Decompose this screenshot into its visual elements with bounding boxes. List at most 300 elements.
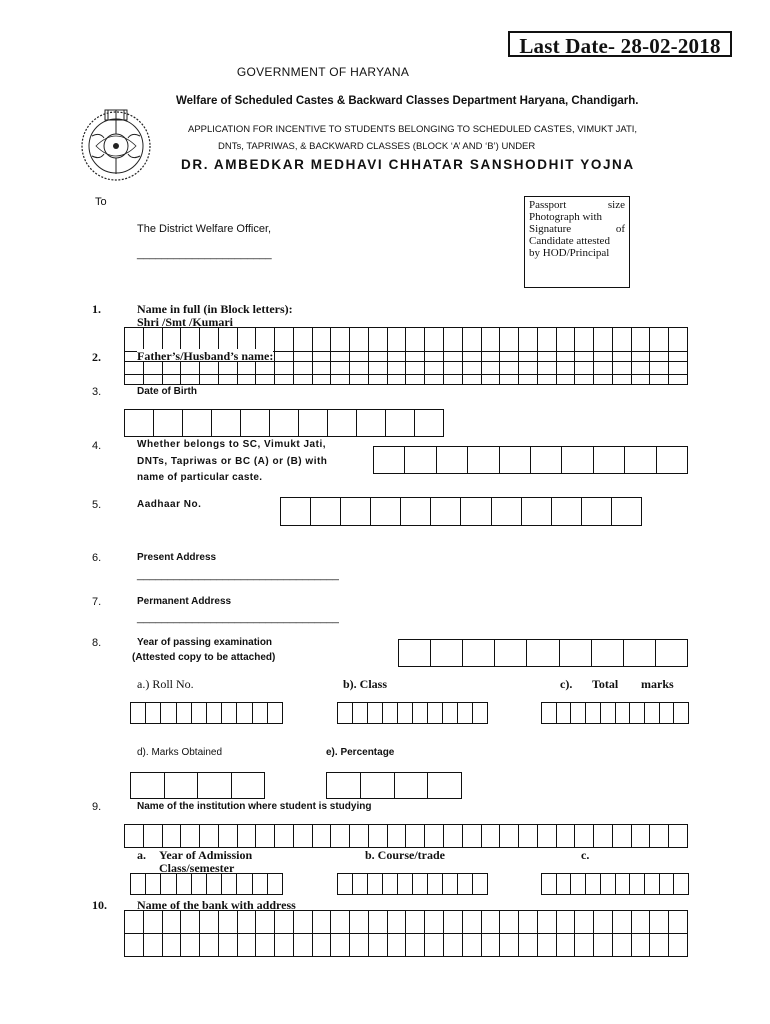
input-box[interactable] bbox=[219, 934, 238, 956]
input-box[interactable] bbox=[311, 498, 341, 525]
input-box[interactable] bbox=[613, 934, 632, 956]
input-box[interactable] bbox=[146, 703, 161, 723]
input-box[interactable] bbox=[482, 362, 501, 384]
government-title: GOVERNMENT OF HARYANA bbox=[236, 65, 410, 79]
present-address-line[interactable]: _________________________________ bbox=[137, 569, 339, 581]
input-box[interactable] bbox=[538, 825, 557, 847]
input-box[interactable] bbox=[369, 825, 388, 847]
input-box[interactable] bbox=[538, 328, 557, 351]
input-box[interactable] bbox=[463, 825, 482, 847]
input-box[interactable] bbox=[313, 328, 332, 351]
input-box[interactable] bbox=[131, 874, 146, 894]
input-box[interactable] bbox=[557, 703, 572, 723]
input-box[interactable] bbox=[428, 874, 443, 894]
input-box[interactable] bbox=[425, 362, 444, 384]
input-box[interactable] bbox=[144, 911, 163, 933]
input-box[interactable] bbox=[482, 328, 501, 351]
input-box[interactable] bbox=[463, 362, 482, 384]
input-box[interactable] bbox=[674, 874, 688, 894]
input-box[interactable] bbox=[557, 825, 576, 847]
input-box[interactable] bbox=[650, 825, 669, 847]
input-box[interactable] bbox=[425, 825, 444, 847]
input-box[interactable] bbox=[374, 447, 405, 473]
input-box[interactable] bbox=[353, 874, 368, 894]
input-box[interactable] bbox=[495, 640, 527, 666]
field-5-number: 5. bbox=[92, 499, 102, 511]
input-box[interactable] bbox=[592, 640, 624, 666]
input-box[interactable] bbox=[660, 874, 675, 894]
input-box[interactable] bbox=[444, 911, 463, 933]
input-box[interactable] bbox=[594, 934, 613, 956]
input-box[interactable] bbox=[388, 362, 407, 384]
input-box[interactable] bbox=[425, 911, 444, 933]
marks-label: marks bbox=[641, 677, 674, 691]
input-box[interactable] bbox=[586, 703, 601, 723]
input-box[interactable] bbox=[388, 825, 407, 847]
input-box[interactable] bbox=[612, 498, 641, 525]
input-box[interactable] bbox=[256, 328, 275, 351]
input-box[interactable] bbox=[338, 874, 353, 894]
input-box[interactable] bbox=[500, 447, 531, 473]
input-box[interactable] bbox=[268, 703, 282, 723]
field-10-number: 10. bbox=[92, 898, 107, 912]
input-box[interactable] bbox=[500, 911, 519, 933]
input-box[interactable] bbox=[200, 825, 219, 847]
input-box[interactable] bbox=[632, 825, 651, 847]
officer-label: The District Welfare Officer, bbox=[137, 223, 272, 235]
input-box[interactable] bbox=[125, 911, 144, 933]
input-box[interactable] bbox=[369, 911, 388, 933]
input-box[interactable] bbox=[338, 703, 353, 723]
input-box[interactable] bbox=[575, 934, 594, 956]
input-box[interactable] bbox=[238, 934, 257, 956]
input-box[interactable] bbox=[669, 362, 687, 384]
input-box[interactable] bbox=[613, 362, 632, 384]
input-box[interactable] bbox=[586, 874, 601, 894]
input-box[interactable] bbox=[557, 934, 576, 956]
input-box[interactable] bbox=[313, 362, 332, 384]
input-box[interactable] bbox=[656, 640, 687, 666]
input-box[interactable] bbox=[256, 911, 275, 933]
input-box[interactable] bbox=[650, 362, 669, 384]
input-box[interactable] bbox=[575, 825, 594, 847]
input-box[interactable] bbox=[200, 911, 219, 933]
input-box[interactable] bbox=[383, 703, 398, 723]
input-box[interactable] bbox=[181, 911, 200, 933]
input-box[interactable] bbox=[125, 328, 144, 351]
input-box[interactable] bbox=[542, 703, 557, 723]
input-box[interactable] bbox=[212, 410, 241, 436]
input-box[interactable] bbox=[238, 825, 257, 847]
input-box[interactable] bbox=[650, 911, 669, 933]
input-box[interactable] bbox=[406, 362, 425, 384]
input-box[interactable] bbox=[331, 934, 350, 956]
input-box[interactable] bbox=[415, 410, 443, 436]
input-box[interactable] bbox=[350, 934, 369, 956]
input-box[interactable] bbox=[500, 825, 519, 847]
input-box[interactable] bbox=[331, 362, 350, 384]
input-box[interactable] bbox=[353, 703, 368, 723]
input-box[interactable] bbox=[405, 447, 436, 473]
input-box[interactable] bbox=[443, 703, 458, 723]
input-box[interactable] bbox=[482, 911, 501, 933]
input-box[interactable] bbox=[444, 362, 463, 384]
input-box[interactable] bbox=[630, 874, 645, 894]
input-box[interactable] bbox=[473, 874, 487, 894]
input-box[interactable] bbox=[313, 934, 332, 956]
percentage-grid[interactable] bbox=[326, 772, 462, 799]
input-box[interactable] bbox=[275, 934, 294, 956]
input-box[interactable] bbox=[350, 362, 369, 384]
input-box[interactable] bbox=[552, 498, 582, 525]
input-box[interactable] bbox=[200, 328, 219, 351]
field-2-label: Father’s/Husband’s name: bbox=[137, 349, 274, 363]
input-box[interactable] bbox=[482, 825, 501, 847]
input-box[interactable] bbox=[674, 703, 688, 723]
input-box[interactable] bbox=[594, 328, 613, 351]
input-box[interactable] bbox=[519, 328, 538, 351]
field-4-label-2: DNTs, Tapriwas or BC (A) or (B) with bbox=[137, 456, 328, 467]
input-box[interactable] bbox=[632, 328, 651, 351]
input-box[interactable] bbox=[383, 874, 398, 894]
input-box[interactable] bbox=[388, 328, 407, 351]
input-box[interactable] bbox=[657, 447, 687, 473]
input-box[interactable] bbox=[406, 328, 425, 351]
input-box[interactable] bbox=[538, 934, 557, 956]
course-trade-label: b. Course/trade bbox=[365, 848, 445, 862]
input-box[interactable] bbox=[401, 498, 431, 525]
input-box[interactable] bbox=[368, 703, 383, 723]
input-box[interactable] bbox=[161, 703, 176, 723]
input-box[interactable] bbox=[361, 773, 395, 798]
input-box[interactable] bbox=[625, 447, 656, 473]
input-box[interactable] bbox=[500, 934, 519, 956]
input-box[interactable] bbox=[144, 362, 163, 384]
input-box[interactable] bbox=[341, 498, 371, 525]
input-box[interactable] bbox=[431, 498, 461, 525]
input-box[interactable] bbox=[219, 328, 238, 351]
input-box[interactable] bbox=[275, 911, 294, 933]
input-box[interactable] bbox=[594, 447, 625, 473]
input-box[interactable] bbox=[331, 328, 350, 351]
input-box[interactable] bbox=[406, 825, 425, 847]
input-box[interactable] bbox=[425, 934, 444, 956]
input-box[interactable] bbox=[183, 410, 212, 436]
input-box[interactable] bbox=[519, 362, 538, 384]
input-box[interactable] bbox=[560, 640, 592, 666]
input-box[interactable] bbox=[437, 447, 468, 473]
input-box[interactable] bbox=[144, 328, 163, 351]
input-box[interactable] bbox=[395, 773, 429, 798]
input-box[interactable] bbox=[557, 362, 576, 384]
permanent-address-line[interactable]: _________________________________ bbox=[137, 612, 339, 624]
year-admission-label: Year of Admission bbox=[159, 848, 253, 862]
input-box[interactable] bbox=[650, 328, 669, 351]
input-box[interactable] bbox=[294, 911, 313, 933]
caste-grid[interactable] bbox=[373, 446, 688, 474]
input-box[interactable] bbox=[616, 703, 631, 723]
input-box[interactable] bbox=[237, 874, 252, 894]
input-box[interactable] bbox=[645, 874, 660, 894]
input-box[interactable] bbox=[313, 911, 332, 933]
input-box[interactable] bbox=[181, 328, 200, 351]
input-box[interactable] bbox=[582, 498, 612, 525]
input-box[interactable] bbox=[313, 825, 332, 847]
input-box[interactable] bbox=[241, 410, 270, 436]
input-box[interactable] bbox=[557, 874, 572, 894]
input-box[interactable] bbox=[660, 703, 675, 723]
input-box[interactable] bbox=[463, 328, 482, 351]
input-box[interactable] bbox=[388, 934, 407, 956]
input-box[interactable] bbox=[413, 703, 428, 723]
input-box[interactable] bbox=[386, 410, 415, 436]
input-box[interactable] bbox=[492, 498, 522, 525]
input-box[interactable] bbox=[398, 874, 413, 894]
input-box[interactable] bbox=[331, 911, 350, 933]
input-box[interactable] bbox=[328, 410, 357, 436]
input-box[interactable] bbox=[527, 640, 559, 666]
application-line-2: DNTs, TAPRIWAS, & BACKWARD CLASSES (BLOCK ‘A’ AND ‘B’) UNDER bbox=[218, 141, 536, 152]
input-box[interactable] bbox=[632, 934, 651, 956]
input-box[interactable] bbox=[163, 328, 182, 351]
input-box[interactable] bbox=[207, 703, 222, 723]
input-box[interactable] bbox=[557, 328, 576, 351]
input-box[interactable] bbox=[253, 703, 268, 723]
input-box[interactable] bbox=[294, 362, 313, 384]
input-box[interactable] bbox=[281, 498, 311, 525]
input-box[interactable] bbox=[519, 934, 538, 956]
bank-grid[interactable] bbox=[124, 910, 688, 957]
input-box[interactable] bbox=[624, 640, 656, 666]
input-box[interactable] bbox=[165, 773, 199, 798]
input-box[interactable] bbox=[650, 934, 669, 956]
input-box[interactable] bbox=[406, 934, 425, 956]
last-date-box: Last Date- 28-02-2018 bbox=[508, 31, 732, 57]
input-box[interactable] bbox=[163, 362, 182, 384]
input-box[interactable] bbox=[463, 934, 482, 956]
input-box[interactable] bbox=[594, 825, 613, 847]
input-box[interactable] bbox=[458, 874, 473, 894]
input-box[interactable] bbox=[632, 362, 651, 384]
input-box[interactable] bbox=[571, 874, 586, 894]
input-box[interactable] bbox=[616, 874, 631, 894]
input-box[interactable] bbox=[601, 874, 616, 894]
input-box[interactable] bbox=[256, 825, 275, 847]
input-box[interactable] bbox=[253, 874, 268, 894]
input-box[interactable] bbox=[632, 911, 651, 933]
input-box[interactable] bbox=[238, 911, 257, 933]
input-box[interactable] bbox=[198, 773, 232, 798]
input-box[interactable] bbox=[444, 825, 463, 847]
input-box[interactable] bbox=[431, 640, 463, 666]
input-box[interactable] bbox=[468, 447, 499, 473]
input-box[interactable] bbox=[428, 773, 461, 798]
input-box[interactable] bbox=[331, 825, 350, 847]
input-box[interactable] bbox=[428, 703, 443, 723]
input-box[interactable] bbox=[669, 328, 687, 351]
input-box[interactable] bbox=[238, 362, 257, 384]
field-8-label-1: Year of passing examination bbox=[137, 637, 273, 648]
dob-grid[interactable] bbox=[124, 409, 444, 437]
input-box[interactable] bbox=[613, 328, 632, 351]
marks-obtained-grid[interactable] bbox=[130, 772, 265, 799]
input-box[interactable] bbox=[299, 410, 328, 436]
input-box[interactable] bbox=[125, 934, 144, 956]
input-box[interactable] bbox=[531, 447, 562, 473]
input-box[interactable] bbox=[192, 703, 207, 723]
grid-row bbox=[125, 911, 687, 934]
input-box[interactable] bbox=[519, 911, 538, 933]
input-box[interactable] bbox=[571, 703, 586, 723]
input-box[interactable] bbox=[538, 911, 557, 933]
roll-no-grid[interactable] bbox=[130, 702, 283, 724]
input-box[interactable] bbox=[219, 362, 238, 384]
input-box[interactable] bbox=[294, 934, 313, 956]
input-box[interactable] bbox=[163, 934, 182, 956]
input-box[interactable] bbox=[275, 362, 294, 384]
input-box[interactable] bbox=[131, 773, 165, 798]
input-box[interactable] bbox=[458, 703, 473, 723]
input-box[interactable] bbox=[575, 911, 594, 933]
field-3-label: Date of Birth bbox=[137, 386, 197, 397]
input-box[interactable] bbox=[575, 362, 594, 384]
input-box[interactable] bbox=[327, 773, 361, 798]
passing-year-grid[interactable] bbox=[398, 639, 688, 667]
input-box[interactable] bbox=[500, 362, 519, 384]
input-box[interactable] bbox=[522, 498, 552, 525]
input-box[interactable] bbox=[192, 874, 207, 894]
input-box[interactable] bbox=[275, 825, 294, 847]
input-box[interactable] bbox=[256, 362, 275, 384]
input-box[interactable] bbox=[594, 362, 613, 384]
input-box[interactable] bbox=[369, 362, 388, 384]
input-box[interactable] bbox=[177, 703, 192, 723]
input-box[interactable] bbox=[268, 874, 282, 894]
input-box[interactable] bbox=[222, 703, 237, 723]
input-box[interactable] bbox=[181, 934, 200, 956]
input-box[interactable] bbox=[645, 703, 660, 723]
input-box[interactable] bbox=[232, 773, 265, 798]
input-box[interactable] bbox=[270, 410, 299, 436]
input-box[interactable] bbox=[125, 362, 144, 384]
institution-grid[interactable] bbox=[124, 824, 688, 848]
input-box[interactable] bbox=[131, 703, 146, 723]
input-box[interactable] bbox=[181, 825, 200, 847]
input-box[interactable] bbox=[154, 410, 183, 436]
input-box[interactable] bbox=[399, 640, 431, 666]
admission-year-grid[interactable] bbox=[130, 873, 283, 895]
field-1-label: Name in full (in Block letters): bbox=[137, 302, 293, 316]
input-box[interactable] bbox=[398, 703, 413, 723]
percentage-label: e). Percentage bbox=[326, 747, 395, 758]
total-marks-grid[interactable] bbox=[541, 702, 689, 724]
input-box[interactable] bbox=[200, 362, 219, 384]
input-box[interactable] bbox=[669, 934, 687, 956]
input-box[interactable] bbox=[161, 874, 176, 894]
class-grid[interactable] bbox=[337, 702, 488, 724]
input-box[interactable] bbox=[294, 825, 313, 847]
c-grid[interactable] bbox=[541, 873, 689, 895]
course-grid[interactable] bbox=[337, 873, 488, 895]
input-box[interactable] bbox=[519, 825, 538, 847]
input-box[interactable] bbox=[444, 934, 463, 956]
input-box[interactable] bbox=[219, 825, 238, 847]
grid-row bbox=[125, 328, 687, 352]
input-box[interactable] bbox=[613, 911, 632, 933]
input-box[interactable] bbox=[444, 328, 463, 351]
input-box[interactable] bbox=[613, 825, 632, 847]
input-box[interactable] bbox=[473, 703, 487, 723]
input-box[interactable] bbox=[425, 328, 444, 351]
photo-box[interactable] bbox=[524, 196, 630, 288]
input-box[interactable] bbox=[294, 328, 313, 351]
input-box[interactable] bbox=[207, 874, 222, 894]
input-box[interactable] bbox=[144, 934, 163, 956]
input-box[interactable] bbox=[601, 703, 616, 723]
input-box[interactable] bbox=[482, 934, 501, 956]
input-box[interactable] bbox=[463, 911, 482, 933]
input-box[interactable] bbox=[125, 825, 144, 847]
input-box[interactable] bbox=[144, 825, 163, 847]
photo-word: size bbox=[607, 199, 625, 211]
input-box[interactable] bbox=[463, 640, 495, 666]
input-box[interactable] bbox=[575, 328, 594, 351]
input-box[interactable] bbox=[461, 498, 491, 525]
input-box[interactable] bbox=[371, 498, 401, 525]
input-box[interactable] bbox=[177, 874, 192, 894]
input-box[interactable] bbox=[500, 328, 519, 351]
input-box[interactable] bbox=[669, 825, 687, 847]
input-box[interactable] bbox=[181, 362, 200, 384]
input-box[interactable] bbox=[350, 911, 369, 933]
input-box[interactable] bbox=[630, 703, 645, 723]
input-box[interactable] bbox=[357, 410, 386, 436]
input-box[interactable] bbox=[538, 362, 557, 384]
input-box[interactable] bbox=[350, 328, 369, 351]
input-box[interactable] bbox=[237, 703, 252, 723]
input-box[interactable] bbox=[669, 911, 687, 933]
aadhaar-grid[interactable] bbox=[280, 497, 642, 526]
input-box[interactable] bbox=[369, 328, 388, 351]
photo-line-1 bbox=[529, 199, 625, 211]
input-box[interactable] bbox=[222, 874, 237, 894]
input-box[interactable] bbox=[443, 874, 458, 894]
input-box[interactable] bbox=[369, 934, 388, 956]
input-box[interactable] bbox=[368, 874, 383, 894]
input-box[interactable] bbox=[562, 447, 593, 473]
input-box[interactable] bbox=[350, 825, 369, 847]
input-box[interactable] bbox=[163, 825, 182, 847]
input-box[interactable] bbox=[594, 911, 613, 933]
input-box[interactable] bbox=[406, 911, 425, 933]
class-semester-label: Class/semester bbox=[159, 861, 235, 875]
class-label: b). Class bbox=[343, 677, 388, 691]
input-box[interactable] bbox=[163, 911, 182, 933]
input-box[interactable] bbox=[200, 934, 219, 956]
input-box[interactable] bbox=[557, 911, 576, 933]
input-box[interactable] bbox=[275, 328, 294, 351]
total-label: Total bbox=[592, 677, 619, 691]
input-box[interactable] bbox=[219, 911, 238, 933]
input-box[interactable] bbox=[542, 874, 557, 894]
father-name-grid[interactable] bbox=[124, 361, 688, 385]
input-box[interactable] bbox=[256, 934, 275, 956]
input-box[interactable] bbox=[413, 874, 428, 894]
input-box[interactable] bbox=[388, 911, 407, 933]
input-box[interactable] bbox=[238, 328, 257, 351]
input-box[interactable] bbox=[125, 410, 154, 436]
input-box[interactable] bbox=[146, 874, 161, 894]
